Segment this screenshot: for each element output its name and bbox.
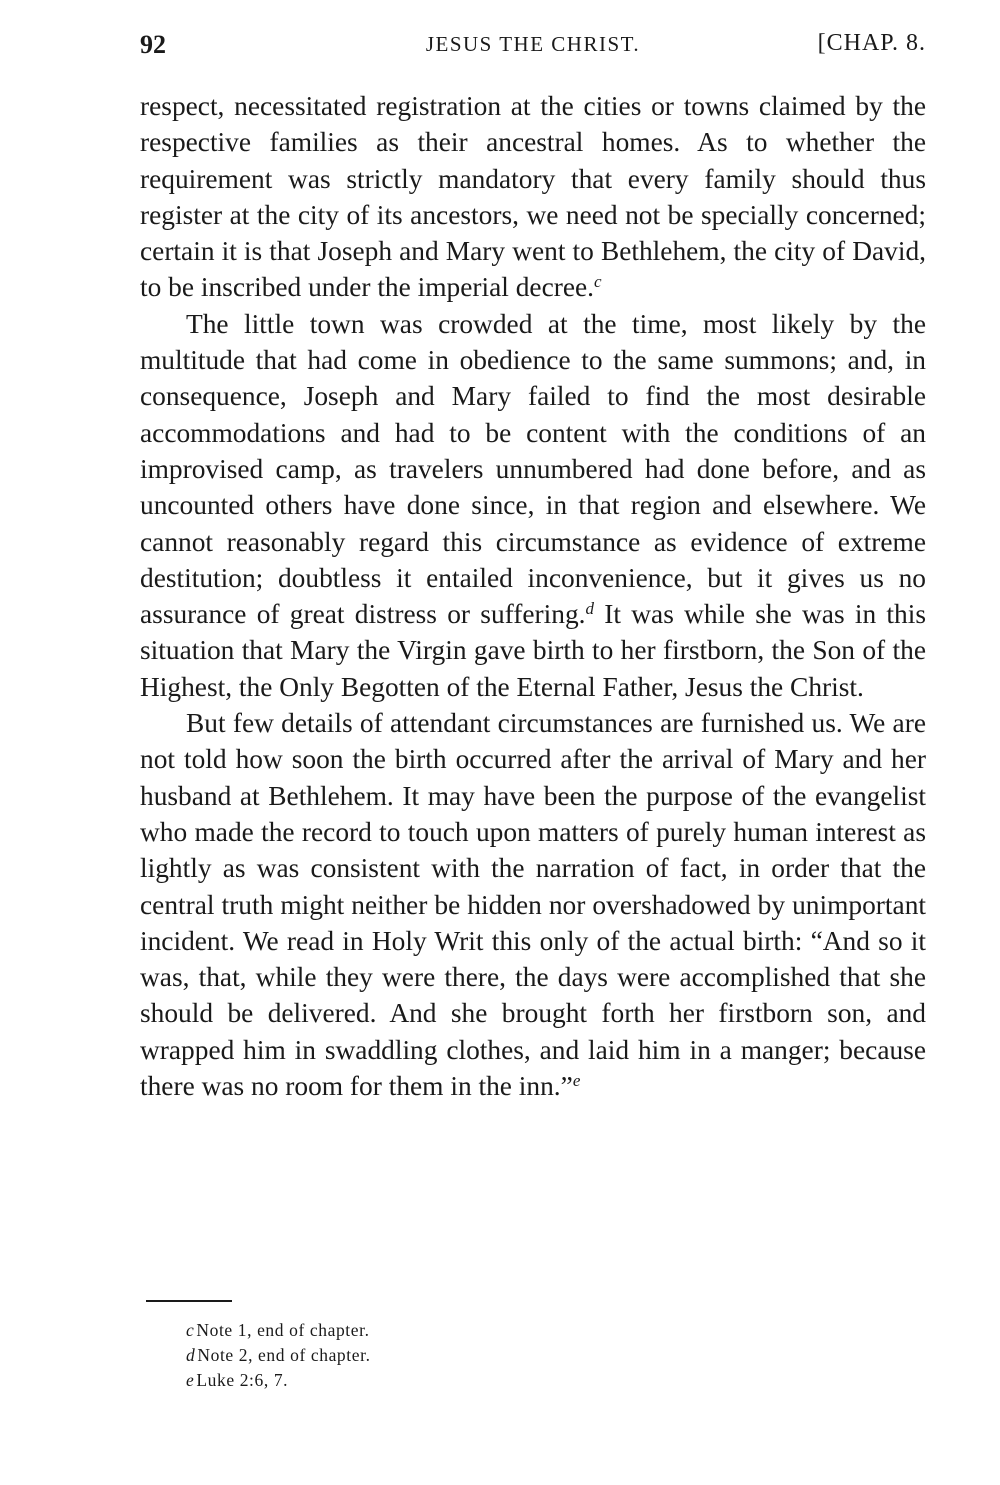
footnote-d bbox=[186, 1343, 371, 1368]
paragraph-2-text-part-1: The little town was crowded at the time, most likely by the multitude that had come in obedience to the same summons; and, in consequence, Joseph and Mary failed to find the most desirable accommodations and had to be content with the conditions of an improvised camp, as travelers unnumbered had done before, and as uncounted others have done since, in that region and elsewhere. We cannot reasonably regard this circumstance as evidence of extreme destitution; doubtless it entailed inconvenience, but it gives us no assurance of great distress or suffering. bbox=[140, 308, 926, 630]
page-number: 92 bbox=[140, 30, 166, 59]
paragraph-2 bbox=[140, 306, 926, 705]
paragraph-2-text-part-2: It was while she was in this situation that Mary the Virgin gave birth to her firstborn, the Son of the Highest, the Only Begotten of the Eternal Father, Jesus the Christ. bbox=[140, 599, 926, 702]
footnote-c bbox=[186, 1318, 371, 1343]
footnotes bbox=[186, 1318, 371, 1393]
paragraph-3-text: But few details of attendant circumstances are furnished us. We are not told how soon the birth occurred after the arrival of Mary and her husband at Bethlehem. It may have been the purpose of the evangelist who made the record to touch upon matters of purely human interest as lightly as was consistent with the narration of fact, in order that the central truth might neither be hidden nor overshadowed by unimportant incident. We read in Holy Writ this only of the actual birth: “And so it was, that, while they were there, the days were accomplished that she should be delivered. And she brought forth her firstborn son, and wrapped him in swaddling clothes, and laid him in a manger; because there was no room for them in the inn.” bbox=[140, 708, 926, 1102]
footnote-mark: d bbox=[186, 1345, 196, 1365]
footnote-text: Note 2, end of chapter. bbox=[197, 1345, 371, 1365]
footnote-ref-c: c bbox=[594, 272, 602, 292]
page-header bbox=[140, 30, 926, 70]
paragraph-1-text: respect, necessitated registration at the cities or towns claimed by the respective families as their ancestral homes. As to whether the requirement was strictly mandatory that every family should thus register at the city of its ancestors, we need not be specially concerned; certain it is that Joseph and Mary went to Bethlehem, the city of David, to be inscribed under the imperial decree. bbox=[140, 91, 926, 303]
footnote-mark: e bbox=[186, 1370, 195, 1390]
paragraph-3 bbox=[140, 705, 926, 1104]
footnote-e bbox=[186, 1368, 371, 1393]
footnote-text: Note 1, end of chapter. bbox=[196, 1320, 370, 1340]
body-text bbox=[140, 88, 926, 1104]
footnote-mark: c bbox=[186, 1320, 195, 1340]
running-title: JESUS THE CHRIST. bbox=[425, 32, 641, 56]
footnote-ref-e: e bbox=[572, 1071, 581, 1091]
footnote-ref-d: d bbox=[585, 599, 595, 619]
paragraph-1 bbox=[140, 88, 926, 306]
footnote-text: Luke 2:6, 7. bbox=[196, 1370, 289, 1390]
chapter-reference: [CHAP. 8. bbox=[817, 30, 926, 56]
footnote-divider bbox=[146, 1300, 232, 1302]
